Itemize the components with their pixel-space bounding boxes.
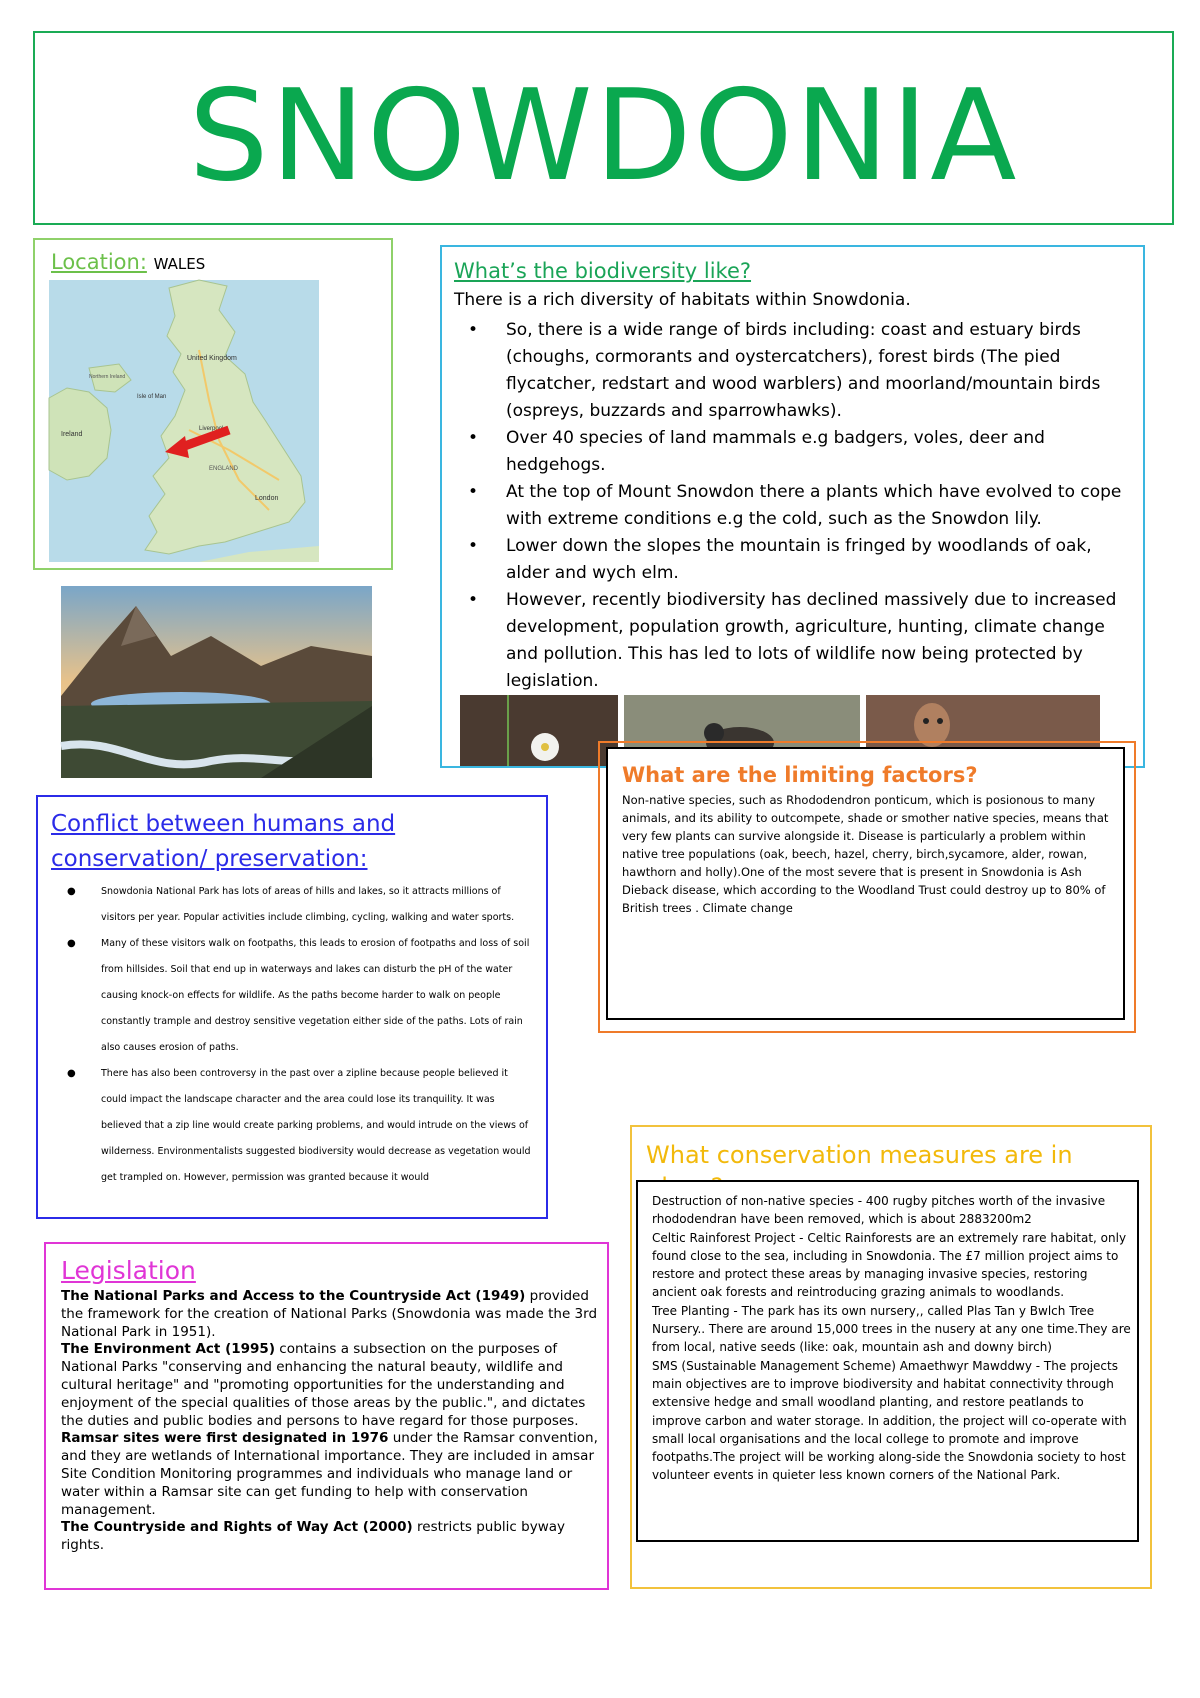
conflict-list [51, 879, 531, 1191]
legislation-act-title: Ramsar sites were first designated in 1976 [61, 1430, 389, 1447]
location-label: Location: [51, 250, 147, 274]
map-label: Northern Ireland [89, 374, 126, 380]
legislation-act-text: under the Ramsar convention, and they are wetlands of International importance. They are included in amsar Site Condition Monitoring programmes and individuals who manage land or water within a Ramsar site can get funding to help with conservation management. [61, 1430, 598, 1518]
list-item: • Lower down the slopes the mountain is fringed by woodlands of oak, alder and wych elm. [454, 533, 1129, 587]
legislation-heading: Legislation [61, 1256, 196, 1285]
title-box [33, 31, 1174, 225]
conservation-paragraph: Celtic Rainforest Project - Celtic Rainforests are an extremely rare habitat, only found close to the sea, including in Snowdonia. The £7 million project aims to restore and protect these areas by managing invasive species, restoring ancient oak forests and reintroducing grazing animals to woodlands. [652, 1230, 1127, 1300]
list-item: ● There has also been controversy in the past over a zipline because people believed it could impact the landscape character and the area could lose its tranquility. It was believed that a zip line would create parking problems, and would intrude on the views of wilderness. Environmentalists suggested biodiversity would decrease as vegetation would get trampled on. However, permission was granted because it would [51, 1061, 531, 1191]
map-label: London [255, 495, 279, 502]
conservation-paragraph: Destruction of non-native species - 400 rugby pitches worth of the invasive rhododendran have been removed, which is about 2883200m2 [652, 1194, 1106, 1227]
conflict-heading: Conflict between humans and conservation/ preservation: [51, 811, 396, 872]
location-box [33, 238, 393, 570]
list-item: ● Snowdonia National Park has lots of areas of hills and lakes, so it attracts millions of visitors per year. Popular activities include climbing, cycling, walking and water sports. [51, 879, 531, 931]
map-label: Ireland [61, 431, 83, 438]
location-value: WALES [153, 255, 206, 273]
biodiversity-list [454, 317, 1129, 695]
legislation-box [44, 1242, 609, 1590]
page-title: SNOWDONIA [188, 62, 1019, 209]
conservation-paragraph: SMS (Sustainable Management Scheme) Amaethwyr Mawddwy - The projects main objectives are to improve biodiversity and habitat connectivity through extensive hedge and small woodland planting, and restore peatlands to improve carbon and water storage. In addition, the project will co-operate with small local organisations and the local college to promote and improve footpaths.The project will be working along-side the Snowdonia society to host volunteer events in quieter less known corners of the National Park. [652, 1358, 1127, 1483]
location-map-image [49, 280, 319, 562]
legislation-act-text: restricts public byway rights. [61, 1519, 566, 1554]
uk-map-graphic [49, 280, 319, 562]
legislation-act-text: provided the framework for the creation of National Parks (Snowdonia was made the 3rd National Park in 1951). [61, 1288, 598, 1340]
map-label: United Kingdom [187, 355, 237, 362]
legislation-act-text: contains a subsection on the purposes of National Parks "conserving and enhancing the natural beauty, wildlife and cultural heritage" and "promoting opportunities for the understanding and enjoyment of the special qualities of those areas by the public.", and dictates the duties and public bodies and persons to have regard for those purposes. [61, 1341, 586, 1429]
conservation-box [636, 1180, 1139, 1542]
limiting-factors-box [606, 747, 1125, 1020]
legislation-text [61, 1288, 601, 1555]
list-item: ● Many of these visitors walk on footpaths, this leads to erosion of footpaths and loss of soil from hillsides. Soil that end up in waterways and lakes can disturb the pH of the water causing knock-on effects for wildlife. As the paths become harder to walk on people constantly trample and destroy sensitive vegetation either side of the paths. Lots of rain also causes erosion of paths. [51, 931, 531, 1061]
conservation-paragraph: Tree Planting - The park has its own nursery,, called Plas Tan y Bwlch Tree Nursery.. There are around 15,000 trees in the nusery at any one time.They are from local, native seeds (like: oak, mountain ash and downy birch) [652, 1303, 1131, 1355]
conservation-heading: What conservation measures are in [646, 1141, 1073, 1169]
conservation-text [652, 1192, 1132, 1485]
list-item: • Over 40 species of land mammals e.g badgers, voles, deer and hedgehogs. [454, 425, 1129, 479]
legislation-act-title: The Environment Act (1995) [61, 1341, 275, 1358]
list-item: • So, there is a wide range of birds including: coast and estuary birds (choughs, cormorants and oystercatchers), forest birds (The pied flycatcher, redstart and wood warblers) and moorland/mountain birds (ospreys, buzzards and sparrowhawks). [454, 317, 1129, 425]
biodiversity-heading: What’s the biodiversity like? [454, 259, 752, 283]
legislation-act-title: The Countryside and Rights of Way Act (2000) [61, 1519, 413, 1536]
map-label: Liverpool [199, 426, 224, 432]
limiting-factors-heading: What are the limiting factors? [622, 763, 978, 787]
list-item: • At the top of Mount Snowdon there a plants which have evolved to cope with extreme conditions e.g the cold, such as the Snowdon lily. [454, 479, 1129, 533]
biodiversity-box [440, 245, 1145, 768]
list-item: • However, recently biodiversity has declined massively due to increased development, population growth, agriculture, hunting, climate change and pollution. This has led to lots of wildlife now being protected by legislation. [454, 587, 1129, 695]
conflict-box [36, 795, 548, 1219]
limiting-factors-text: Non-native species, such as Rhododendron ponticum, which is posionous to many animals, and its ability to outcompete, shade or smother native species, means that very few plants can survive alongside it. Disease is particularly a problem within native tree populations (oak, beech, hazel, cherry, birch,sycamore, alder, rowan, hawthorn and holly).One of the most severe that is present in Snowdonia is Ash Dieback disease, which according to the Woodland Trust could destroy up to 80% of British trees . Climate change [622, 793, 1109, 915]
biodiversity-intro: There is a rich diversity of habitats within Snowdonia. [454, 290, 911, 310]
legislation-act-title: The National Parks and Access to the Countryside Act (1949) [61, 1288, 526, 1304]
snowdonia-landscape-image [61, 586, 372, 778]
map-label: Isle of Man [137, 394, 167, 400]
map-label: ENGLAND [209, 466, 239, 472]
location-heading [51, 250, 205, 274]
